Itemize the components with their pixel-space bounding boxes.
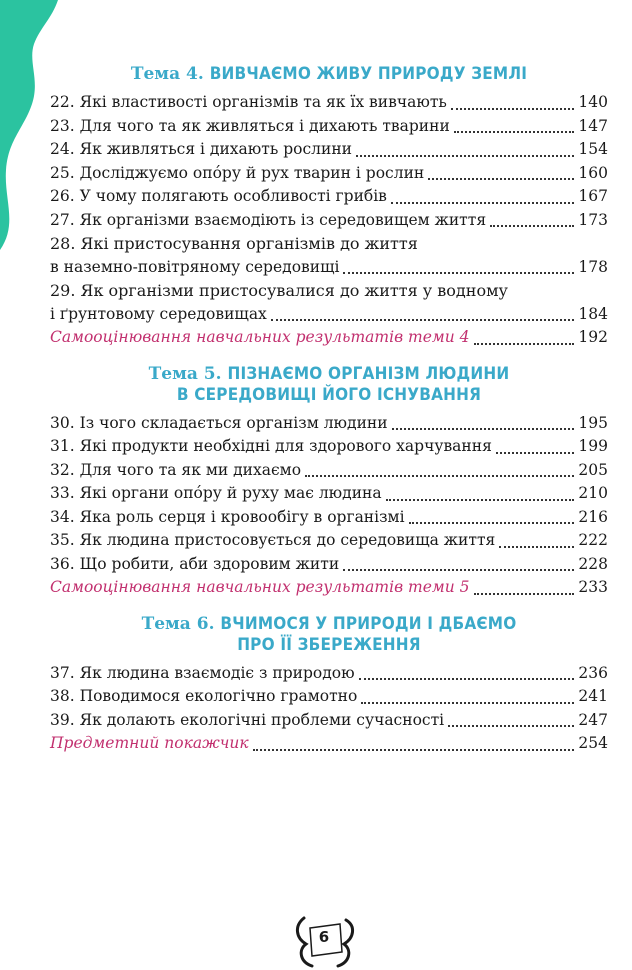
section-prefix: Тема 4. (130, 64, 204, 84)
toc-entry[interactable]: 29. Як організми пристосувалися до життя у водному і ґрунтовому середовищах 184 (50, 279, 608, 326)
section-title-line1: ВИВЧАЄМО ЖИВУ ПРИРОДУ ЗЕМЛІ (209, 64, 528, 84)
section-title (50, 364, 608, 406)
page-ref: 254 (578, 734, 608, 752)
toc-entry[interactable]: 25. Досліджуємо опо́ру й рух тварин і рослин 160 (50, 162, 608, 186)
page-ref: 228 (578, 554, 608, 573)
dot-leader (454, 130, 575, 133)
section-title (50, 64, 608, 85)
dot-leader (391, 201, 574, 204)
page-ref: 247 (578, 710, 608, 729)
section-theme-5 (50, 364, 608, 600)
dot-leader (386, 498, 575, 501)
page-ref: 222 (578, 531, 608, 549)
dot-leader (490, 224, 574, 227)
toc-entry[interactable]: 23. Для чого та як живляться і дихають тварини 147 (50, 115, 608, 139)
toc-entry[interactable]: 31. Які продукти необхідні для здорового харчування 199 (50, 435, 608, 459)
toc-entry-subject-index[interactable]: Предметний покажчик 254 (50, 732, 608, 756)
toc-entry-assessment[interactable]: Самооцінювання навчальних результатів теми 4 192 (50, 326, 608, 350)
toc-entry[interactable]: 35. Як людина пристосовується до середовища життя 222 (50, 529, 608, 553)
section-theme-4 (50, 64, 608, 350)
page-ref: 140 (578, 93, 608, 111)
toc-entry[interactable]: 32. Для чого та як ми дихаємо 205 (50, 459, 608, 483)
page-ref: 147 (578, 116, 608, 135)
page-ref: 167 (578, 187, 608, 205)
section-title-line2: ПРО ЇЇ ЗБЕРЕЖЕННЯ (237, 634, 421, 655)
toc-entry[interactable]: 34. Яка роль серця і кровообігу в організмі 216 (50, 506, 608, 530)
page-ref: 160 (578, 163, 608, 182)
dot-leader (448, 724, 574, 727)
dot-leader (496, 451, 575, 454)
page-ref: 195 (578, 413, 608, 432)
page-ref: 241 (578, 687, 608, 705)
page-ref: 178 (578, 257, 608, 276)
toc-entry[interactable]: 27. Як організми взаємодіють із середовищем життя 173 (50, 209, 608, 233)
dot-leader (343, 568, 574, 571)
section-theme-6 (50, 614, 608, 756)
dot-leader (305, 474, 574, 477)
dot-leader (474, 592, 575, 595)
dot-leader (428, 177, 574, 180)
page-ref: 154 (578, 140, 608, 158)
section-title-line1: ВЧИМОСЯ У ПРИРОДИ І ДБАЄМО (220, 613, 517, 634)
page-ref: 210 (578, 484, 608, 502)
page-ref: 236 (578, 663, 608, 682)
page-ref: 233 (578, 578, 608, 596)
toc-entry[interactable]: 26. У чому полягають особливості грибів 167 (50, 185, 608, 209)
table-of-contents (50, 64, 608, 770)
page-ref: 199 (578, 437, 608, 455)
page-ref: 216 (578, 507, 608, 526)
dot-leader (343, 271, 574, 274)
page-ref: 205 (578, 460, 608, 479)
dot-leader (253, 748, 575, 751)
section-title-line2: В СЕРЕДОВИЩІ ЙОГО ІСНУВАННЯ (176, 384, 482, 405)
toc-entry[interactable]: 33. Які органи опо́ру й руху має людина 210 (50, 482, 608, 506)
dot-leader (392, 427, 575, 430)
dot-leader (356, 154, 574, 157)
toc-entry[interactable]: 28. Які пристосування організмів до життя в наземно-повітряному середовищі 178 (50, 232, 608, 279)
dot-leader (499, 545, 574, 548)
toc-entry[interactable]: 24. Як живляться і дихають рослини 154 (50, 138, 608, 162)
toc-entry[interactable]: 22. Які властивості організмів та як їх вивчають 140 (50, 91, 608, 115)
dot-leader (474, 342, 575, 345)
toc-entry[interactable]: 39. Як долають екологічні проблеми сучасності 247 (50, 709, 608, 733)
dot-leader (359, 677, 575, 680)
section-title (50, 614, 608, 656)
toc-entry[interactable]: 30. Із чого складається організм людини 195 (50, 412, 608, 436)
toc-entry-assessment[interactable]: Самооцінювання навчальних результатів теми 5 233 (50, 576, 608, 600)
dot-leader (271, 318, 575, 321)
page-ref: 192 (578, 328, 608, 346)
section-prefix: Тема 6. (141, 613, 215, 634)
page-ref: 184 (578, 304, 608, 323)
dot-leader (361, 701, 574, 704)
page-number: 6 (318, 928, 330, 946)
toc-entry[interactable]: 37. Як людина взаємодіє з природою 236 (50, 662, 608, 686)
page-ref: 173 (578, 210, 608, 229)
toc-entry[interactable]: 38. Поводимося екологічно грамотно 241 (50, 685, 608, 709)
toc-entry[interactable]: 36. Що робити, аби здоровим жити 228 (50, 553, 608, 577)
section-title-line1: ПІЗНАЄМО ОРГАНІЗМ ЛЮДИНИ (227, 363, 510, 384)
section-prefix: Тема 5. (148, 363, 222, 384)
dot-leader (409, 521, 575, 524)
dot-leader (451, 107, 575, 110)
